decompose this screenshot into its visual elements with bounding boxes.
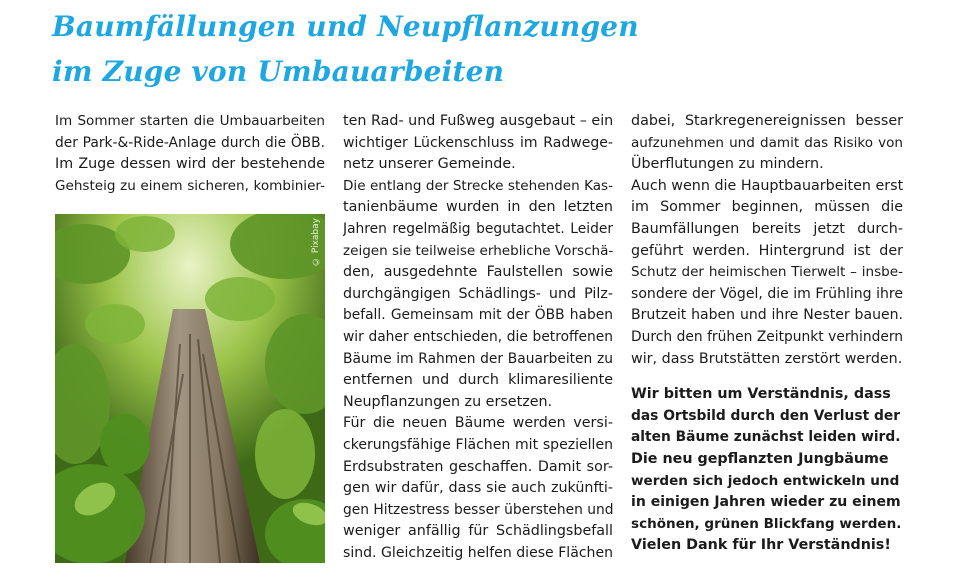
- text-line: gen wir dafür, dass sie auch zukünfti-: [343, 480, 613, 497]
- title-line: im Zuge von Umbauarbeiten: [52, 55, 505, 88]
- bold-line: alten Bäume zunächst leiden wird.: [631, 429, 901, 446]
- text-line: Für die neuen Bäume werden versi-: [343, 415, 613, 432]
- text-line: Schutz der heimischen Tierwelt – insbe-: [631, 264, 903, 281]
- text-line: tanienbäume wurden in den letzten: [343, 199, 613, 216]
- closing-statement: [631, 384, 903, 557]
- bold-line: in einigen Jahren wieder zu einem: [631, 494, 901, 511]
- article-title: [52, 4, 639, 94]
- text-line: der Park-&-Ride-Anlage durch die ÖBB.: [55, 134, 325, 151]
- column-1: [55, 111, 325, 197]
- bold-line: das Ortsbild durch den Verlust der: [631, 407, 901, 424]
- text-line: zeigen sie teilweise erhebliche Vorschä-: [343, 242, 613, 259]
- bold-line: Die neu gepflanzten Jungbäume: [631, 450, 889, 467]
- text-line: sondere der Vögel, die im Frühling ihre: [631, 285, 903, 302]
- text-line: dabei, Starkregenereignissen besser: [631, 113, 903, 129]
- bold-line: schönen, grünen Blickfang werden.: [631, 515, 902, 532]
- text-line: geführt werden. Hintergrund ist der: [631, 242, 903, 259]
- text-line: befall. Gemeinsam mit der ÖBB haben: [343, 307, 613, 324]
- text-line: Die entlang der Strecke stehenden Kas-: [343, 177, 613, 194]
- text-line: gen Hitzestress besser überstehen und: [343, 501, 613, 518]
- text-line: Im Zuge dessen wird der bestehende: [55, 156, 325, 173]
- column-2: [343, 111, 613, 564]
- text-line: weniger anfällig für Schädlingsbefall: [343, 523, 613, 540]
- text-line: Neupflanzungen zu ersetzen.: [343, 393, 553, 410]
- text-line: Bäume im Rahmen der Bauarbeiten zu: [343, 350, 613, 367]
- text-line: Im Sommer starten die Umbauarbeiten: [55, 113, 325, 129]
- column-3: [631, 111, 903, 557]
- bold-line: Wir bitten um Verständnis, dass: [631, 386, 891, 403]
- text-line: sind. Gleichzeitig helfen diese Flächen: [343, 544, 613, 561]
- text-line: wir, dass Brutstätten zerstört werden.: [631, 350, 903, 367]
- text-line: aufzunehmen und damit das Risiko von: [631, 134, 903, 151]
- text-line: wir daher entschieden, die betroffenen: [343, 328, 613, 345]
- text-line: durchgängigen Schädlings- und Pilz-: [343, 285, 613, 302]
- text-line: Gehsteig zu einem sicheren, kombinier-: [55, 177, 325, 194]
- text-line: entfernen und durch klimaresiliente: [343, 372, 613, 389]
- tree-photo: [55, 214, 325, 563]
- bold-line: werden sich jedoch entwickeln und: [631, 472, 900, 489]
- text-line: ckerungsfähige Flächen mit speziellen: [343, 436, 613, 453]
- title-line: Baumfällungen und Neupflanzungen: [52, 10, 639, 43]
- photo-credit: © Pixabay: [311, 218, 321, 266]
- tree-trunk-illustration: [55, 214, 325, 563]
- text-line: Erdsubstraten geschaffen. Damit sor-: [343, 458, 613, 475]
- text-line: im Sommer beginnen, müssen die: [631, 199, 903, 216]
- text-line: netz unserer Gemeinde.: [343, 156, 516, 173]
- text-line: Überflutungen zu mindern.: [631, 156, 824, 173]
- text-line: wichtiger Lückenschluss im Radwege-: [343, 134, 613, 151]
- text-line: ten Rad- und Fußweg ausgebaut – ein: [343, 113, 613, 129]
- text-line: den, ausgedehnte Faulstellen sowie: [343, 264, 613, 281]
- text-line: Auch wenn die Hauptbauarbeiten erst: [631, 177, 903, 194]
- text-line: Brutzeit haben und ihre Nester bauen.: [631, 307, 903, 324]
- bold-line: Vielen Dank für Ihr Verständnis!: [631, 537, 891, 554]
- text-line: Baumfällungen bereits jetzt durch-: [631, 220, 903, 237]
- text-line: Durch den frühen Zeitpunkt verhindern: [631, 328, 903, 345]
- text-line: Jahren regelmäßig begutachtet. Leider: [343, 220, 613, 237]
